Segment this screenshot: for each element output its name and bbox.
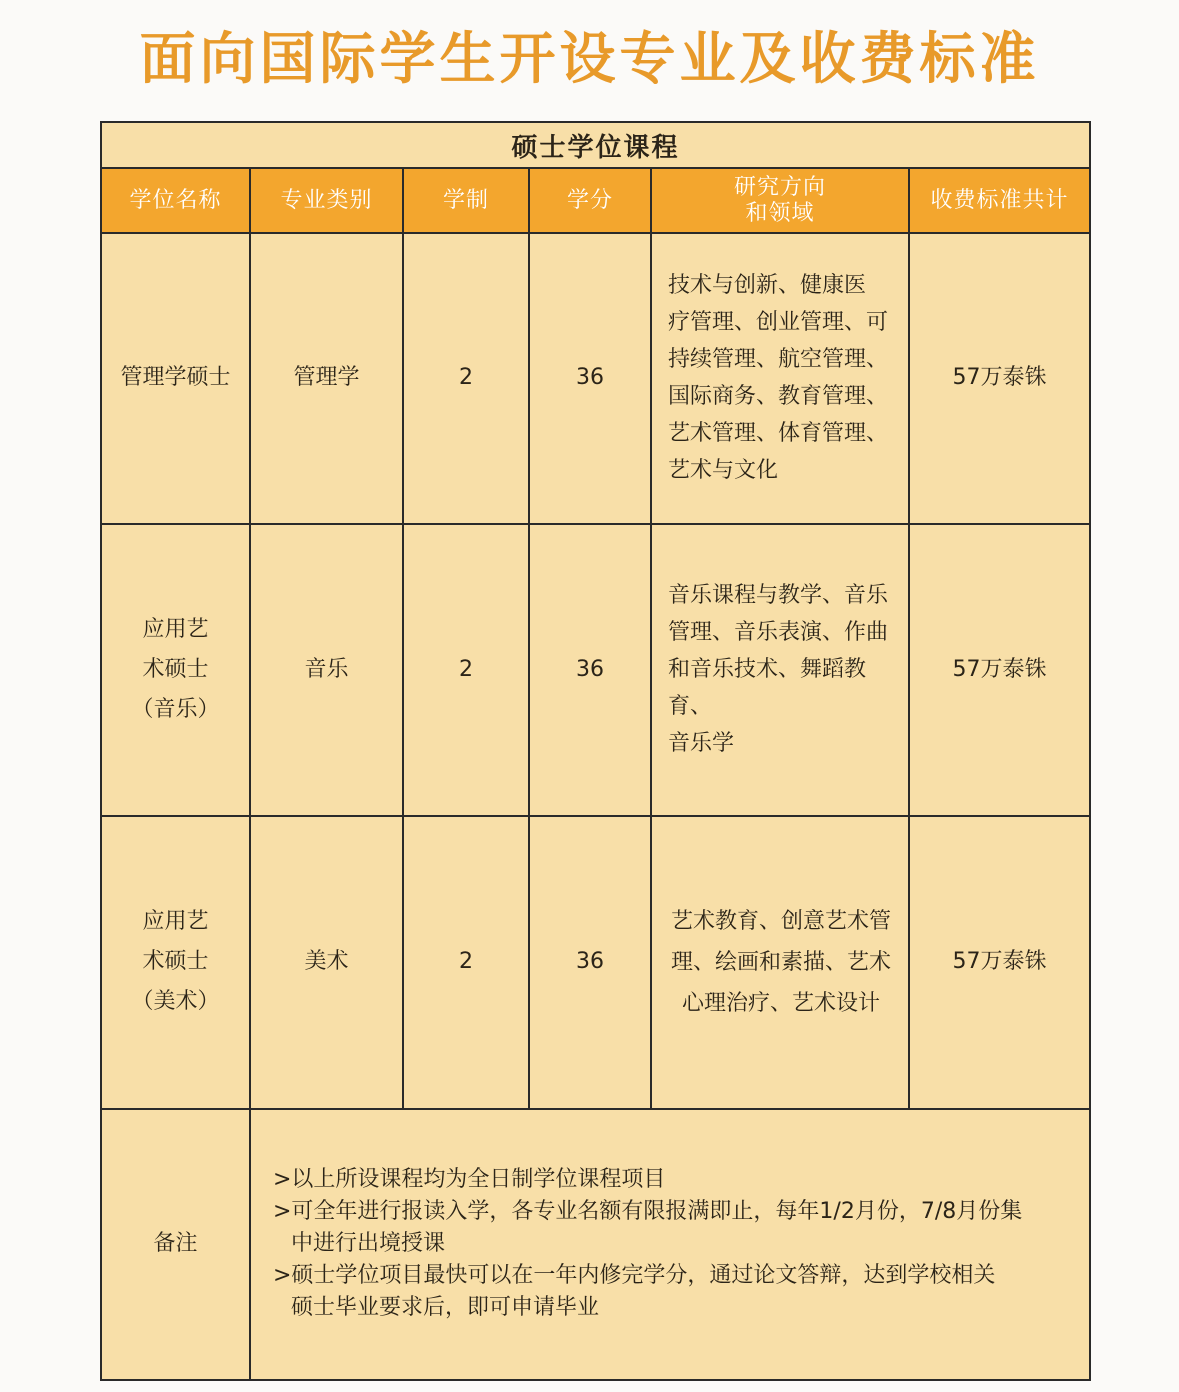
- notes-row: [101, 1109, 1090, 1380]
- research-direction-cell: [651, 816, 909, 1108]
- table-row: [101, 816, 1090, 1108]
- header-degree-name: 学位名称: [101, 168, 250, 233]
- header-credits: 学分: [529, 168, 651, 233]
- header-duration: 学制: [403, 168, 529, 233]
- degree-name-line: 术硕士: [142, 656, 209, 682]
- notes-content-cell: [250, 1109, 1090, 1380]
- major-category-cell: 美术: [250, 816, 403, 1108]
- research-line: 理、绘画和素描、艺术: [670, 949, 891, 975]
- research-direction-cell: [651, 233, 909, 523]
- note-line: >硕士学位项目最快可以在一年内修完学分，通过论文答辩，达到学校相关: [273, 1263, 996, 1289]
- fee-standard-table: [100, 121, 1091, 1381]
- credits-cell: 36: [529, 816, 651, 1108]
- research-line: 和音乐技术、舞蹈教育、: [668, 657, 867, 720]
- research-line: 艺术管理、体育管理、: [668, 421, 889, 447]
- credits-cell: 36: [529, 524, 651, 816]
- header-total-fee: 收费标准共计: [909, 168, 1090, 233]
- degree-name-line: （音乐）: [131, 696, 220, 722]
- research-line: 持续管理、航空管理、: [668, 347, 889, 373]
- header-major-category: 专业类别: [250, 168, 403, 233]
- major-category-cell: 音乐: [250, 524, 403, 816]
- research-line: 管理、音乐表演、作曲: [668, 620, 889, 646]
- page-title: 面向国际学生开设专业及收费标准: [139, 27, 1040, 92]
- note-line: >以上所设课程均为全日制学位课程项目: [273, 1167, 666, 1193]
- research-line: 音乐课程与教学、音乐: [668, 583, 889, 609]
- research-line: 心理治疗、艺术设计: [681, 990, 880, 1016]
- degree-name-line: 管理学硕士: [120, 365, 231, 391]
- note-line: >可全年进行报读入学，各专业名额有限报满即止，每年1/2月份，7/8月份集: [273, 1199, 1023, 1225]
- header-research-direction: [651, 168, 909, 233]
- degree-name-cell: [101, 524, 250, 816]
- research-line: 音乐学: [668, 731, 735, 757]
- table-row: [101, 233, 1090, 523]
- degree-name-cell: [101, 816, 250, 1108]
- degree-name-line: 术硕士: [142, 949, 209, 975]
- research-line: 艺术与文化: [668, 458, 779, 484]
- total-fee-cell: 57万泰铢: [909, 816, 1090, 1108]
- duration-cell: 2: [403, 233, 529, 523]
- research-line: 技术与创新、健康医: [668, 273, 867, 299]
- total-fee-cell: 57万泰铢: [909, 524, 1090, 816]
- duration-cell: 2: [403, 524, 529, 816]
- major-category-cell: 管理学: [250, 233, 403, 523]
- degree-name-line: （美术）: [131, 989, 220, 1015]
- header-research-direction-line2: 和领域: [745, 200, 815, 226]
- research-direction-cell: [651, 524, 909, 816]
- header-research-direction-line1: 研究方向: [733, 174, 826, 200]
- degree-name-line: 应用艺: [142, 616, 209, 642]
- table-row: [101, 524, 1090, 816]
- note-line-continued: 中进行出境授课: [291, 1231, 446, 1257]
- research-line: 国际商务、教育管理、: [668, 384, 889, 410]
- credits-cell: 36: [529, 233, 651, 523]
- degree-name-cell: [101, 233, 250, 523]
- degree-name-line: 应用艺: [142, 909, 209, 935]
- table-caption: 硕士学位课程: [101, 122, 1090, 168]
- duration-cell: 2: [403, 816, 529, 1108]
- research-line: 疗管理、创业管理、可: [668, 310, 889, 336]
- total-fee-cell: 57万泰铢: [909, 233, 1090, 523]
- notes-label-cell: 备注: [101, 1109, 250, 1380]
- note-line-continued: 硕士毕业要求后，即可申请毕业: [291, 1295, 600, 1321]
- research-line: 艺术教育、创意艺术管: [670, 908, 891, 934]
